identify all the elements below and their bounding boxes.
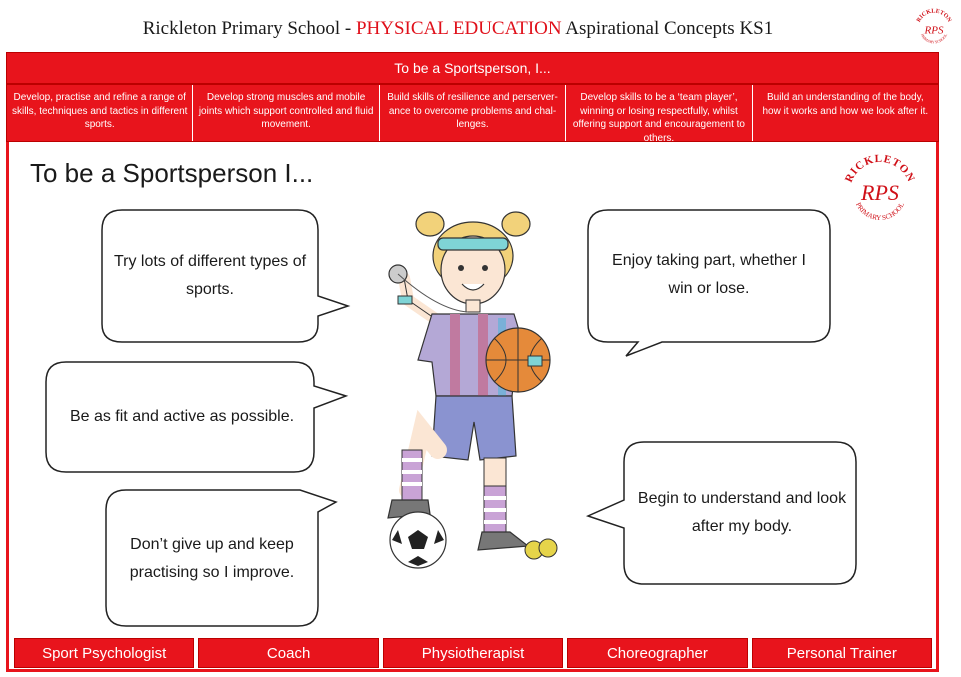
concept-item: Develop, practise and refine a range of skills, techniques and tactics in different sports. [7,85,193,141]
concepts-heading: To be a Sportsperson, I... [6,52,939,84]
speech-bubble [586,208,834,358]
bubble-text: Be as fit and active as possible. [69,408,295,425]
school-logo [840,150,920,230]
role-choreographer: Choreographer [567,638,747,668]
speech-bubble [584,440,860,586]
bubble-text: Don’t give up and keep practising so I improve. [129,536,295,581]
subject-name: PHYSICAL EDUCATION [355,18,562,39]
logo-top-text: RICKLETON [842,152,918,185]
bubble-text: Begin to understand and look after my body. [637,490,847,535]
role-sport-psychologist: Sport Psychologist [14,638,194,668]
concept-item: Develop skills to be a ‘team player’, winning or losing respectfully, whilst offering support and encouragement to others. [566,85,752,141]
speech-bubble [44,360,350,474]
role-physiotherapist: Physiotherapist [383,638,563,668]
logo-small-bottom-text: PRIMARY SCHOOL [919,33,949,45]
svg-text:RICKLETON [916,9,952,24]
school-name: Rickleton Primary School - [142,18,356,39]
concepts-row [6,84,939,142]
bubble-text: Try lots of different types of sports. [113,253,307,298]
title-suffix: Aspirational Concepts KS1 [561,18,774,39]
concept-item: Develop strong muscles and mobile joints which support controlled and fluid movement. [193,85,379,141]
bubble-text: Enjoy taking part, whether I win or lose. [612,252,806,297]
section-title: To be a Sportsperson I... [30,158,314,188]
logo-bottom-text: PRIMARY SCHOOL [854,201,906,223]
page-title [0,18,916,40]
role-coach: Coach [198,638,378,668]
logo-initials: RPS [861,180,899,205]
speech-bubble [104,488,342,628]
speech-bubble [100,208,352,344]
sports-girl-illustration [378,210,568,570]
logo-small-initials: RPS [924,24,944,37]
role-personal-trainer: Personal Trainer [752,638,932,668]
concept-item: Build an understanding of the body, how it works and how we look after it. [762,92,929,117]
logo-small-top-text: RICKLETON [916,8,952,24]
concept-item: Build skills of resilience and perserver-ance to overcome problems and chal-lenges. [380,85,566,141]
roles-bar [14,638,932,668]
school-logo-small [912,6,956,50]
